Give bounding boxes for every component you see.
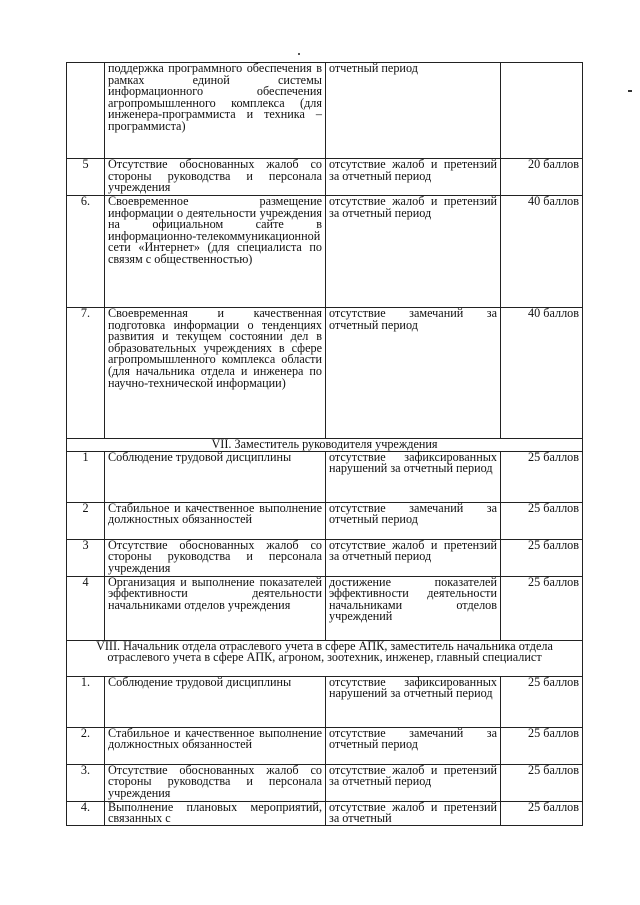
row-number: 6. [67,196,105,308]
points-cell: 25 баллов [501,451,583,502]
row-number: 7. [67,308,105,439]
points-cell: 25 баллов [501,539,583,576]
criterion-cell: Соблюдение трудовой дисциплины [105,451,326,502]
indicator-cell: отсутствие жалоб и претензий за отчетный [326,801,501,825]
row-number: 5 [67,159,105,196]
indicator-cell: отсутствие зафиксированных нарушений за отчетный период [326,676,501,727]
row-number: 2. [67,727,105,764]
points-cell: 25 баллов [501,676,583,727]
table-row [67,63,583,159]
table-row [67,539,583,576]
indicator-cell: отсутствие замечаний за отчетный период [326,502,501,539]
indicator-cell: отсутствие жалоб и претензий за отчетный период [326,764,501,801]
row-number: 2 [67,502,105,539]
row-number: 4. [67,801,105,825]
section-title: VIII. Начальник отдела отраслевого учета в сфере АПК, заместитель начальника отдела отраслевого учета в сфере АПК, агроном, зоотехник, инженер, главный специалист [67,640,583,676]
criterion-cell: Отсутствие обоснованных жалоб со стороны руководства и персонала учреждения [105,159,326,196]
table-row [67,764,583,801]
row-number: 1 [67,451,105,502]
points-cell: 40 баллов [501,308,583,439]
criterion-cell: Отсутствие обоснованных жалоб со стороны руководства и персонала учреждения [105,539,326,576]
table-row [67,159,583,196]
row-number [67,63,105,159]
section-title: VII. Заместитель руководителя учреждения [67,439,583,452]
points-cell: 25 баллов [501,801,583,825]
margin-mark [628,90,632,92]
table-row [67,502,583,539]
indicator-cell: отсутствие замечаний за отчетный период [326,727,501,764]
row-number: 3 [67,539,105,576]
table-row [67,576,583,640]
row-number: 3. [67,764,105,801]
criteria-table [66,62,583,826]
points-cell: 25 баллов [501,727,583,764]
criterion-cell: поддержка программного обеспечения в рамках единой системы информационного обеспечения агропромышленного комплекса (для инженера-программиста и техника – программиста) [105,63,326,159]
criterion-cell: Выполнение плановых мероприятий, связанных с [105,801,326,825]
criterion-cell: Стабильное и качественное выполнение должностных обязанностей [105,727,326,764]
points-cell: 40 баллов [501,196,583,308]
indicator-cell: отсутствие замечаний за отчетный период [326,308,501,439]
criterion-cell: Соблюдение трудовой дисциплины [105,676,326,727]
row-number: 1. [67,676,105,727]
criterion-cell: Своевременное размещение информации о деятельности учреждения на официальном сайте в информационно-телекоммуникационной сети «Интернет» (для специалиста по связям с общественностью) [105,196,326,308]
scan-speck [298,53,300,55]
criterion-cell: Стабильное и качественное выполнение должностных обязанностей [105,502,326,539]
section-header-row [67,640,583,676]
criterion-cell: Отсутствие обоснованных жалоб со стороны руководства и персонала учреждения [105,764,326,801]
indicator-cell: отсутствие жалоб и претензий за отчетный период [326,539,501,576]
indicator-cell: отсутствие жалоб и претензий за отчетный период [326,196,501,308]
row-number: 4 [67,576,105,640]
criterion-cell: Организация и выполнение показателей эффективности деятельности начальниками отделов учреждения [105,576,326,640]
points-cell: 25 баллов [501,764,583,801]
table-row [67,801,583,825]
points-cell: 20 баллов [501,159,583,196]
indicator-cell: достижение показателей эффективности деятельности начальниками отделов учреждений [326,576,501,640]
table-row [67,451,583,502]
table-row [67,727,583,764]
table-row [67,676,583,727]
table-row [67,308,583,439]
indicator-cell: отсутствие зафиксированных нарушений за отчетный период [326,451,501,502]
indicator-cell: отчетный период [326,63,501,159]
points-cell: 25 баллов [501,576,583,640]
points-cell [501,63,583,159]
points-cell: 25 баллов [501,502,583,539]
indicator-cell: отсутствие жалоб и претензий за отчетный период [326,159,501,196]
table-row [67,196,583,308]
criterion-cell: Своевременная и качественная подготовка информации о тенденциях развития и текущем состоянии дел в образовательных учреждениях в сфере агропромышленного комплекса области (для начальника отдела и инженера по научно-технической информации) [105,308,326,439]
